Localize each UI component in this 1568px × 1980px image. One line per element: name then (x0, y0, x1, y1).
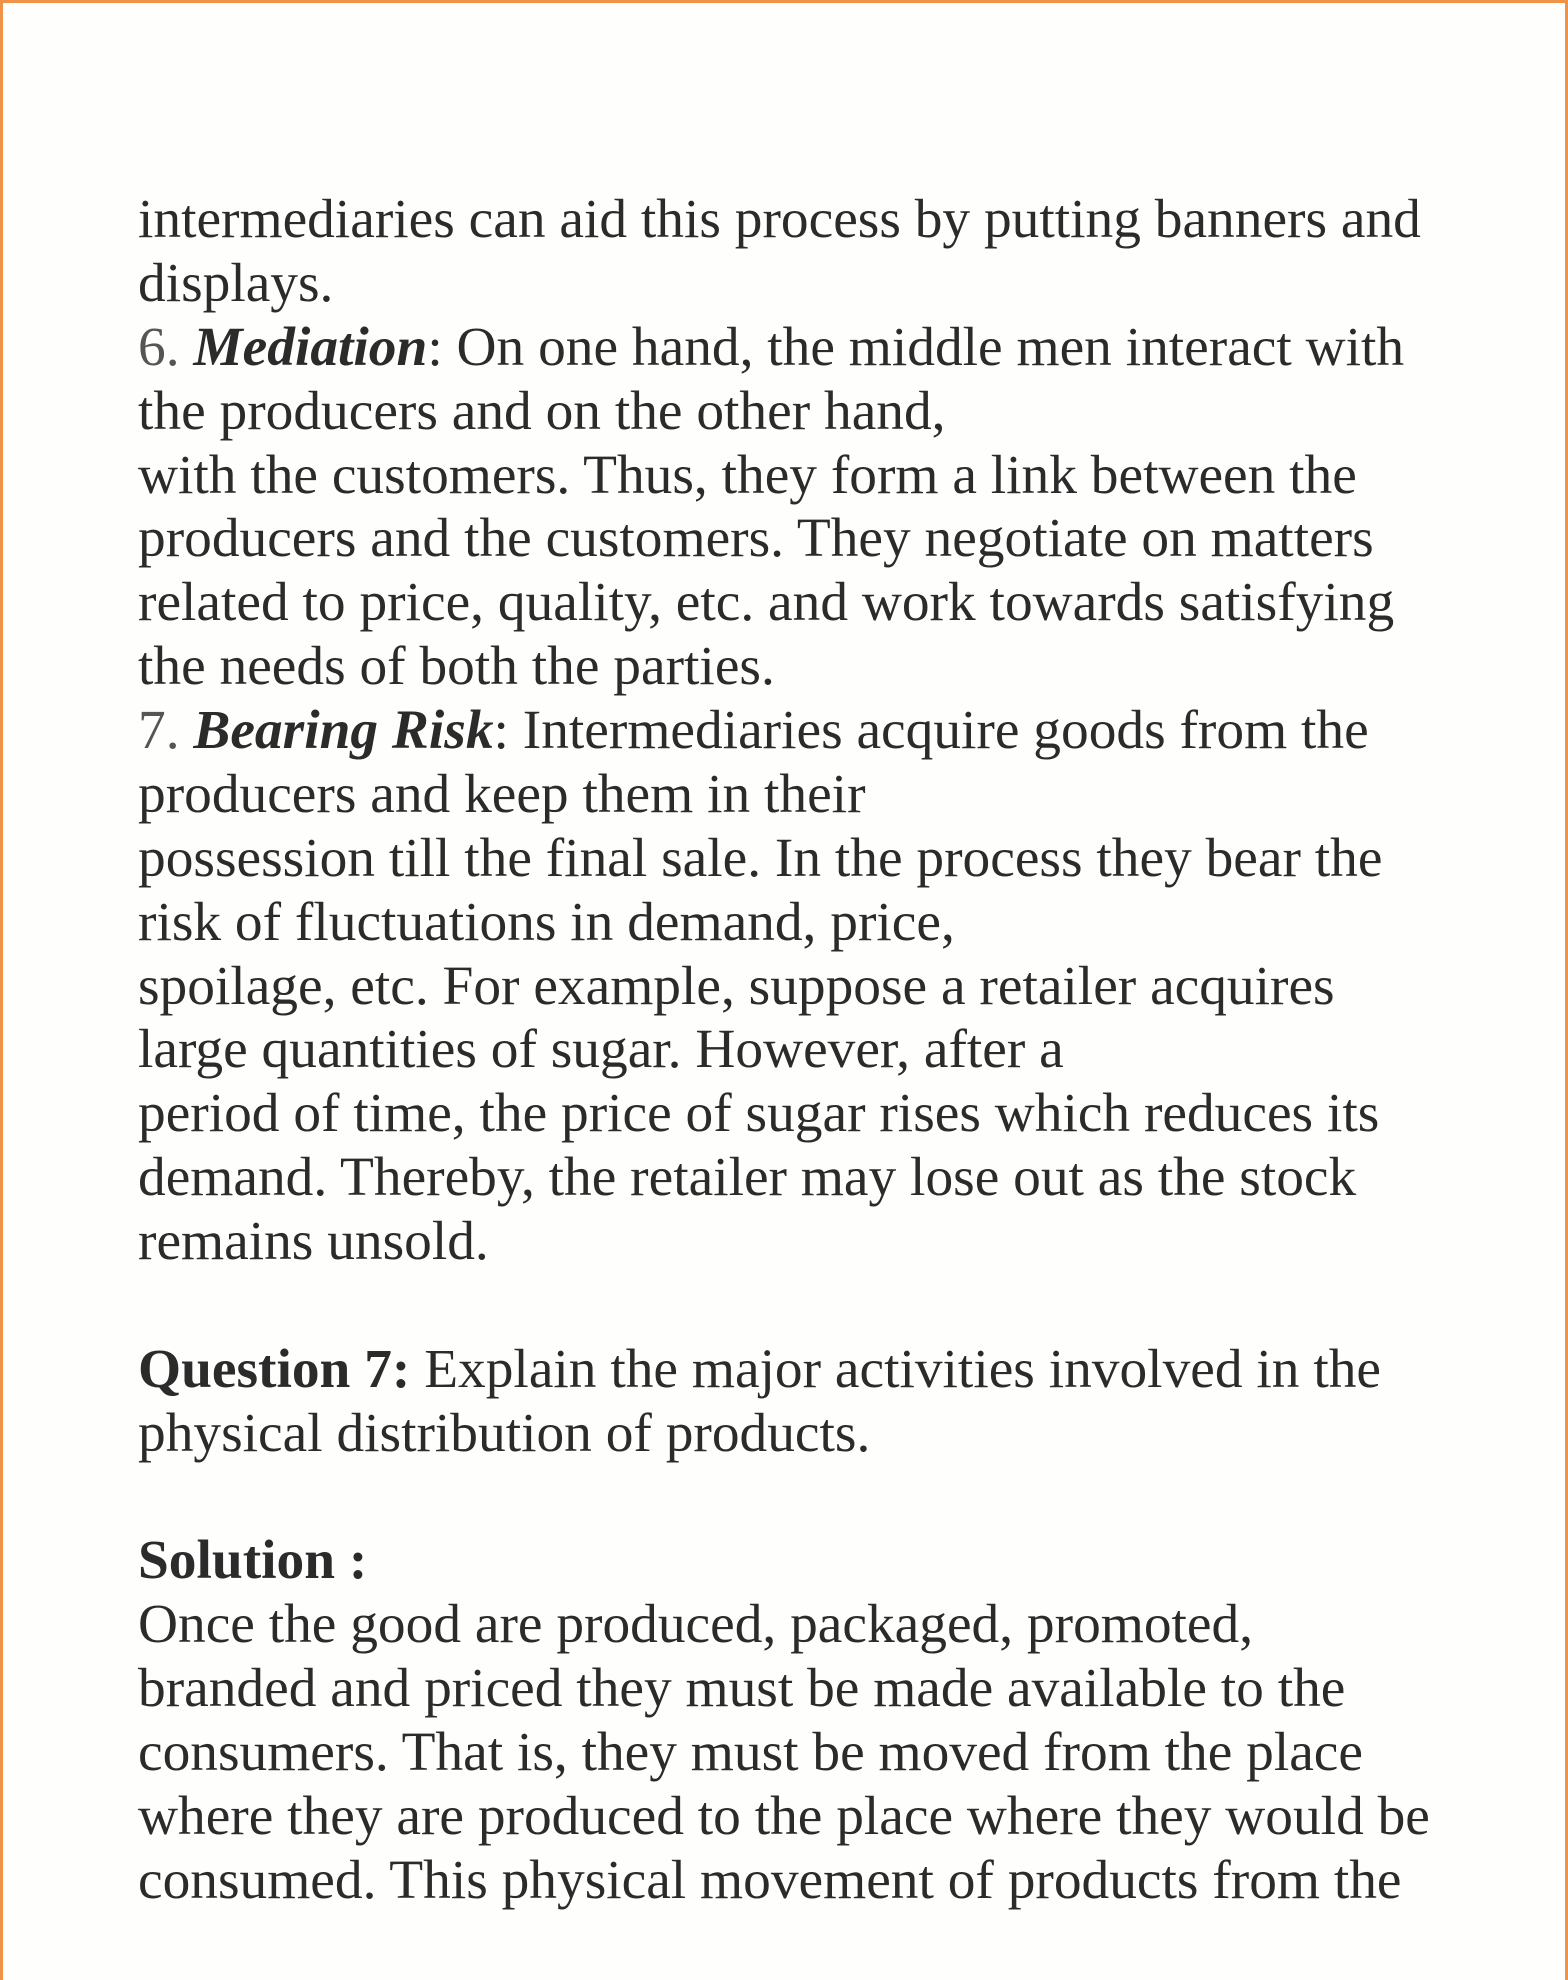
text-line: demand. Thereby, the retailer may lose out as the stock (138, 1146, 1357, 1208)
text-line: risk of fluctuations in demand, price, (138, 890, 955, 952)
text-line: branded and priced they must be made available to the (138, 1657, 1346, 1719)
text-line: the producers and on the other hand, (138, 379, 946, 441)
text-line: producers and the customers. They negotiate on matters (138, 507, 1374, 569)
point-number: 6. (138, 315, 180, 377)
text-line: intermediaries can aid this process by putting banners and (138, 188, 1421, 249)
question-text: Explain the major activities involved in the (410, 1337, 1381, 1399)
question-heading-line (138, 1337, 1458, 1401)
text-line: physical distribution of products. (138, 1401, 871, 1463)
point-text: : On one hand, the middle men interact with (427, 315, 1405, 377)
text-line: related to price, quality, etc. and work towards satisfying (138, 571, 1395, 633)
point-6-heading-line (138, 315, 1458, 379)
point-7-heading-line (138, 698, 1458, 762)
text-line: possession till the final sale. In the process they bear the (138, 826, 1383, 888)
question-label: Question 7: (138, 1337, 411, 1399)
text-line: spoilage, etc. For example, suppose a retailer acquires (138, 954, 1335, 1016)
text-line: period of time, the price of sugar rises which reduces its (138, 1082, 1380, 1144)
blank-line (138, 1465, 1458, 1529)
text-line: displays. (138, 251, 334, 313)
point-number: 7. (138, 699, 180, 760)
text-line: the needs of both the parties. (138, 635, 775, 697)
point-title: Bearing Risk (193, 699, 494, 760)
text-line: large quantities of sugar. However, after a (138, 1018, 1064, 1080)
text-line: remains unsold. (138, 1210, 489, 1271)
text-line: where they are produced to the place where they would be (138, 1784, 1430, 1846)
text-line: consumers. That is, they must be moved from the place (138, 1721, 1363, 1782)
text-line: with the customers. Thus, they form a link between the (138, 443, 1357, 505)
solution-label: Solution : (138, 1529, 368, 1591)
text-line: Once the good are produced, packaged, promoted, (138, 1593, 1254, 1655)
text-line: producers and keep them in their (138, 762, 866, 824)
point-text: : Intermediaries acquire goods from the (493, 699, 1369, 760)
document-body (138, 187, 1458, 1912)
point-title: Mediation (193, 315, 428, 377)
blank-line (138, 1273, 1458, 1337)
text-line: consumed. This physical movement of products from the (138, 1848, 1402, 1910)
